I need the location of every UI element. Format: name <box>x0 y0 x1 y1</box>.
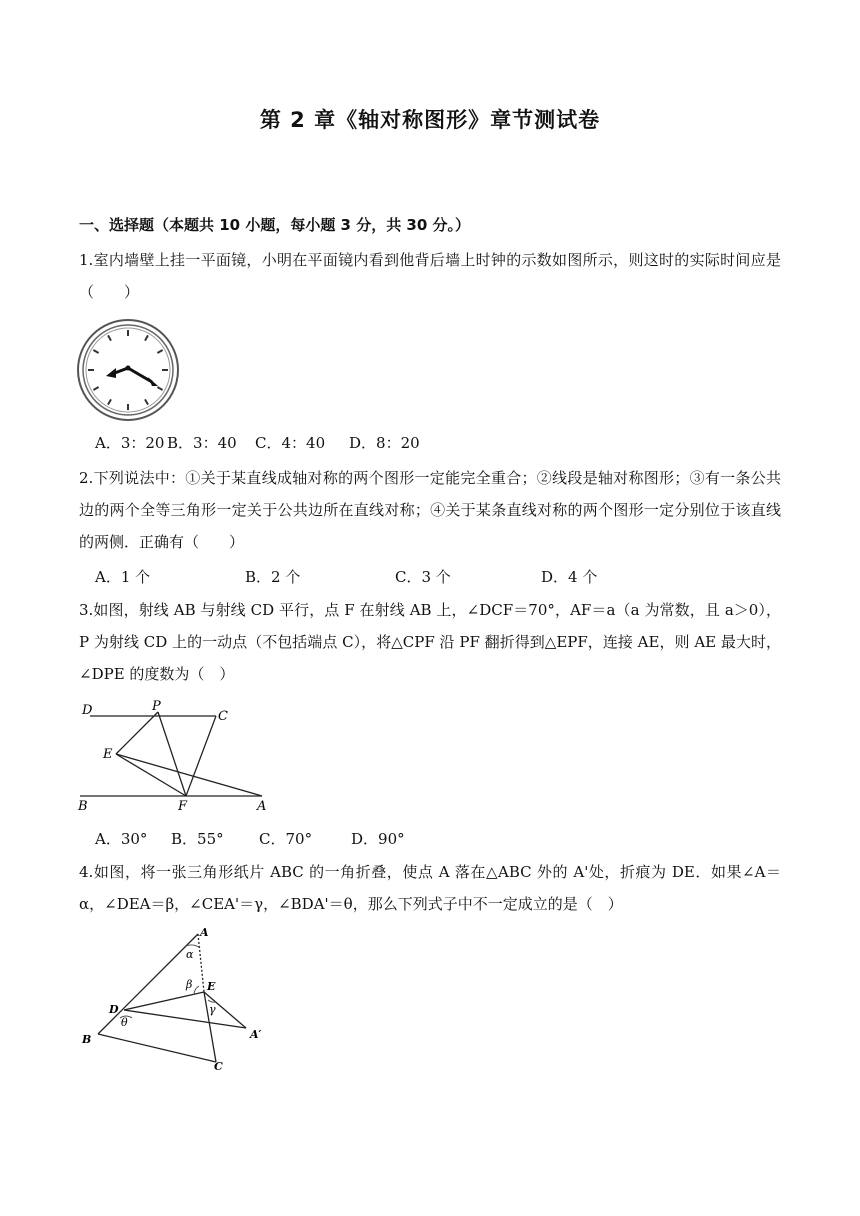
label-e: E <box>207 980 216 993</box>
option-c[interactable]: C．70° <box>259 830 313 848</box>
question-1-options <box>95 430 420 456</box>
question-3-text: 3.如图，射线 AB 与射线 CD 平行，点 F 在射线 AB 上，∠DCF＝70°，AF＝a（a 为常数，且 a＞0），P 为射线 CD 上的一动点（不包括端点 C），将△CPF 沿 PF 翻折得到△EPF，连接 AE，则 AE 最大时，∠DPE 的度数为（ ） <box>79 601 781 683</box>
option-b[interactable]: B．2 个 <box>245 568 301 586</box>
label-a: A <box>200 926 209 939</box>
label-theta: θ <box>121 1016 128 1029</box>
option-b[interactable]: B．55° <box>171 830 224 848</box>
label-c: C <box>214 1060 223 1072</box>
label-c: C <box>218 709 228 724</box>
label-f: F <box>178 799 188 814</box>
option-a[interactable]: A．1 个 <box>95 568 151 586</box>
label-e: E <box>103 747 113 762</box>
option-a[interactable]: A．3：20 <box>95 434 165 452</box>
label-b: B <box>78 799 88 814</box>
label-gamma: γ <box>209 1003 216 1016</box>
option-a[interactable]: A．30° <box>95 830 148 848</box>
label-p: P <box>152 699 161 714</box>
mirror-clock-figure <box>76 318 180 422</box>
question-3-options <box>95 826 405 852</box>
question-4-text: 4.如图，将一张三角形纸片 ABC 的一角折叠，使点 A 落在△ABC 外的 A'处，折痕为 DE．如果∠A＝α，∠DEA＝β，∠CEA'＝γ，∠BDA'＝θ，那么下列式子中不一定成立的是（ ） <box>79 863 781 913</box>
option-d[interactable]: D．90° <box>351 830 405 848</box>
parallel-rays-fold-figure <box>76 698 276 818</box>
option-d[interactable]: D．4 个 <box>541 568 598 586</box>
option-d[interactable]: D．8：20 <box>349 434 420 452</box>
option-c[interactable]: C．3 个 <box>395 568 451 586</box>
label-beta: β <box>186 978 193 991</box>
label-d: D <box>82 703 93 718</box>
question-2-options <box>95 564 597 590</box>
folded-triangle-figure <box>76 922 276 1072</box>
label-alpha: α <box>186 948 194 961</box>
section-heading: 一、选择题（本题共 10 小题，每小题 3 分，共 30 分。） <box>79 216 471 234</box>
page-title: 第 2 章《轴对称图形》章节测试卷 <box>259 108 601 132</box>
label-a-prime: A′ <box>250 1028 262 1041</box>
question-2-text: 2.下列说法中：①关于某直线成轴对称的两个图形一定能完全重合；②线段是轴对称图形；③有一条公共边的两个全等三角形一定关于公共边所在直线对称；④关于某条直线对称的两个图形一定分别位于该直线的两侧．正确有（ ） <box>79 469 781 551</box>
label-b: B <box>82 1033 92 1046</box>
option-b[interactable]: B．3：40 <box>167 434 237 452</box>
option-c[interactable]: C．4：40 <box>255 434 326 452</box>
label-d: D <box>109 1003 119 1016</box>
label-a: A <box>257 799 267 814</box>
question-1-text: 1.室内墙壁上挂一平面镜，小明在平面镜内看到他背后墙上时钟的示数如图所示，则这时的实际时间应是（ ） <box>79 251 781 301</box>
